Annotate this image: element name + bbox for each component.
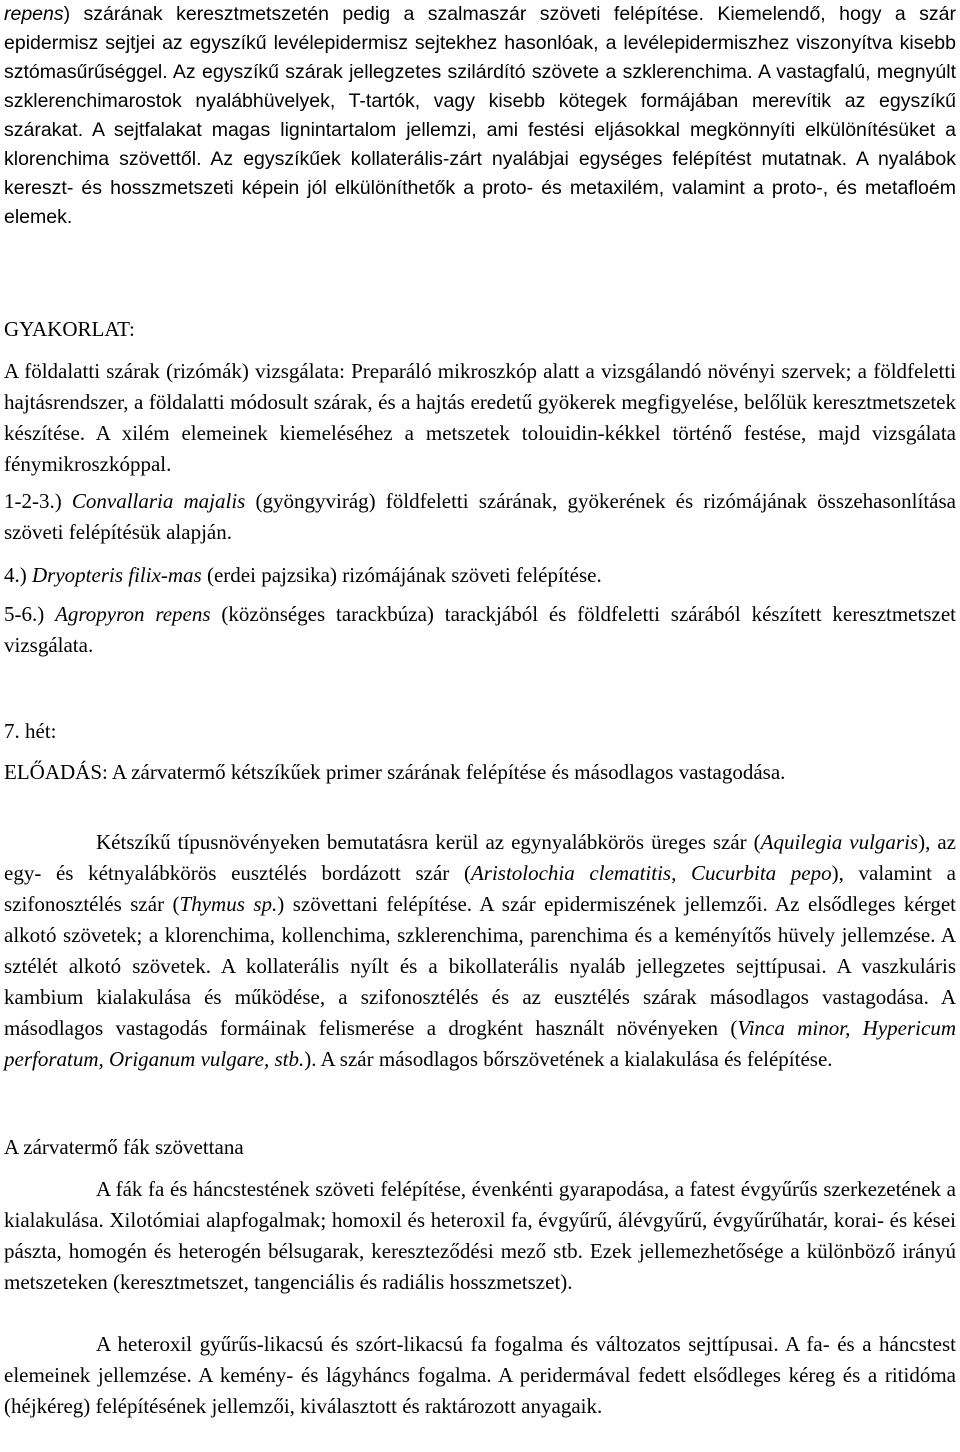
heteroxil-paragraph: A heteroxil gyűrűs-likacsú és szórt-likacsú fa fogalma és változatos sejttípusai. A fa- és a háncstest elemeinek jellemzése. A kemény- és lágyháncs fogalma. A peridermával fedett elsődleges kéreg és a ritidóma (héjkéreg) felépítésének jellemzői, kiválasztott és raktározott anyagaik. — [4, 1332, 956, 1418]
lecture-paragraph — [4, 827, 956, 1075]
gyakorlat-heading: GYAKORLAT: — [4, 317, 135, 341]
exercise-item — [4, 560, 956, 591]
species-name: Dryopteris filix-mas — [32, 563, 202, 587]
exercise-number: 5-6.) — [4, 602, 45, 626]
intro-text: ) szárának keresztmetszetén pedig a szalmaszár szöveti felépítése. Kiemelendő, hogy a szár epidermisz sejtjei az egyszíkű levélepidermisz sejtekhez hasonlóak, a levélepidermiszhez viszonyítva kisebb sztómasűrűséggel. Az egyszíkű szárak jellegzetes szilárdító szövete a szklerenchima. A vastagfalú, megnyúlt szklerenchimarostok nyalábhüvelyek, T-tartók, vagy kisebb kötegek formájában merevítik az egyszíkű szárakat. A sejtfalakat magas lignintartalom jellemzi, ami festési eljásokkal megkönnyíti elkülönítésüket a klorenchima szövettől. Az egyszíkűek kollaterális-zárt nyalábjai egységes felépítést mutatnak. A nyalábok kereszt- és hosszmetszeti képein jól elkülöníthetők a proto- és metaxilém, valamint a proto-, és metafloém elemek. — [4, 3, 956, 228]
exercise-number: 4.) — [4, 563, 27, 587]
section-heading: A zárvatermő fák szövettana — [4, 1135, 244, 1159]
exercise-text: (gyöngyvirág) földfeletti szárának, gyökerének és rizómájának összehasonlítása szöveti felépítésük alapján. — [4, 489, 956, 544]
week-heading: 7. hét: — [4, 719, 57, 743]
species-name: repens — [4, 3, 64, 25]
exercise-text: (erdei pajzsika) rizómájának szöveti felépítése. — [206, 563, 602, 587]
intro-paragraph — [4, 0, 956, 232]
species-name: Aquilegia vulgaris — [760, 830, 919, 854]
species-name: Agropyron repens — [55, 602, 211, 626]
para-text: ), valamint a szifonosztélés szár ( — [4, 861, 956, 916]
exercise-item — [4, 599, 956, 661]
species-name: Convallaria majalis — [71, 489, 246, 513]
species-name: Thymus sp. — [179, 892, 278, 916]
para-text: ), az egy- és kétnyalábkörös eusztélés bordázott szár ( — [4, 830, 956, 885]
para-text: ). A szár másodlagos bőrszövetének a kialakulása és felépítése. — [304, 1047, 833, 1071]
exercise-text: (közönséges tarackbúza) tarackjából és földfeletti szárából készített keresztmetszet vizsgálata. — [4, 602, 956, 657]
para-text: Kétszíkű típusnövényeken bemutatásra kerül az egynyalábkörös üreges szár ( — [96, 830, 761, 854]
exercise-item — [4, 486, 956, 548]
para-text: ) szövettani felépítése. A szár epidermiszének jellemzői. Az elsődleges kérget alkotó szövetek; a klorenchima, kollenchima, szklerenchima, parenchima és a keményítős hüvely jellemzése. A sztélét alkotó szövetek. A kollaterális nyílt és a bikollaterális nyaláb jellegzetes sejttípusai. A vaszkuláris kambium kialakulása és működése, a szifonosztélés és az eusztélés szárak másodlagos vastagodása. A másodlagos vastagodás formáinak felismerése a drogként használt növényeken ( — [4, 892, 956, 1040]
wood-paragraph: A fák fa és háncstestének szöveti felépítése, évenkénti gyarapodása, a fatest évgyűrűs szerkezetének a kialakulása. Xilotómiai alapfogalmak; homoxil és heteroxil fa, évgyűrű, álévgyűrű, évgyűrűhatár, korai- és kései pászta, homogén és heterogén bélsugarak, kereszteződési mező stb. Ezek jellemezhetősége a különböző irányú metszeteken (keresztmetszet, tangenciális és radiális hosszmetszet). — [4, 1177, 956, 1294]
eloadas-heading: ELŐADÁS: A zárvatermő kétszíkűek primer szárának felépítése és másodlagos vastagodása. — [4, 760, 786, 784]
gyakorlat-paragraph: A földalatti szárak (rizómák) vizsgálata: Preparáló mikroszkóp alatt a vizsgálandó növényi szervek; a földfeletti hajtásrendszer, a földalatti módosult szárak, és a hajtás eredetű gyökerek megfigyelése, belőlük keresztmetszetek készítése. A xilém elemeinek kiemeléséhez a metszetek tolouidin-kékkel történő festése, majd vizsgálata fénymikroszkóppal. — [4, 359, 956, 476]
species-name: Vinca minor, Hypericum perforatum, Origanum vulgare, stb. — [4, 1016, 956, 1071]
exercise-number: 1-2-3.) — [4, 489, 62, 513]
species-name: Aristolochia clematitis, Cucurbita pepo — [470, 861, 832, 885]
